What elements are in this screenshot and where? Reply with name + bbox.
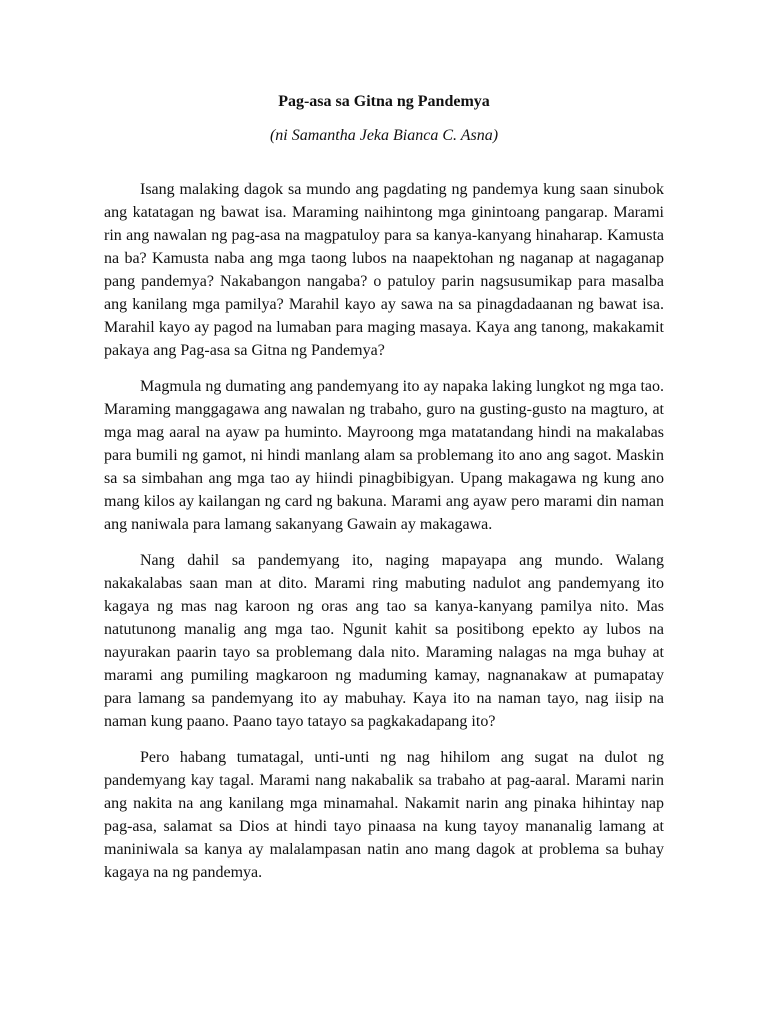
document-author: (ni Samantha Jeka Bianca C. Asna) — [269, 127, 499, 144]
paragraph-2: Magmula ng dumating ang pandemyang ito ay napaka laking lungkot ng mga tao. Maraming manggagawa ang nawalan ng trabaho, guro na gusting-gusto na magturo, at mga mag aaral na ayaw pa huminto. Mayroong mga matatandang hindi na makalabas para bumili ng gamot, ni hindi manlang alam sa problemang ito ano ang sagot. Maskin sa sa simbahan ang mga tao ay hiindi pinagbibigyan. Upang makagawa ng kung ano mang kilos ay kailangan ng card ng bakuna. Marami ang ayaw pero marami din naman ang naniwala para lamang sakanyang Gawain ay makagawa. — [104, 378, 664, 533]
document-title: Pag-asa sa Gitna ng Pandemya — [278, 93, 490, 110]
paragraph-3: Nang dahil sa pandemyang ito, naging mapayapa ang mundo. Walang nakakalabas saan man at dito. Marami ring mabuting nadulot ang pandemyang ito kagaya ng mas nag karoon ng oras ang tao sa kanya-kanyang pamilya nito. Mas natutunong manalig ang mga tao. Ngunit kahit sa positibong epekto ay lubos na nayurakan paarin tayo sa problemang dala nito. Maraming nalagas na mga buhay at marami ang pumiling magkaroon ng maduming kamay, nagnanakaw at pumapatay para lamang sa pandemyang ito ay mabuhay. Kaya ito na naman tayo, nag iisip na naman kung paano. Paano tayo tatayo sa pagkakadapang ito? — [104, 552, 664, 730]
paragraph-4: Pero habang tumatagal, unti-unti ng nag hihilom ang sugat na dulot ng pandemyang kay tagal. Marami nang nakabalik sa trabaho at pag-aaral. Marami narin ang nakita na ang kanilang mga minamahal. Nakamit narin ang pinaka hihintay nap pag-asa, salamat sa Dios at hindi tayo pinaasa na kung tayoy mananalig lamang at maniniwala sa kanya ay malalampasan natin ano mang dagok at problema sa buhay kagaya na ng pandemya. — [104, 749, 664, 881]
document-body — [104, 178, 664, 884]
paragraph-1: Isang malaking dagok sa mundo ang pagdating ng pandemya kung saan sinubok ang katatagan ng bawat isa. Maraming naihintong mga ginintoang pangarap. Marami rin ang nawalan ng pag-asa na magpatuloy para sa kanya-kanyang hinaharap. Kamusta na ba? Kamusta naba ang mga taong lubos na naapektohan ng naganap at nagaganap pang pandemya? Nakabangon nangaba? o patuloy parin nagsusumikap para masalba ang kanilang mga pamilya? Marahil kayo ay sawa na sa pinagdadaanan ng bawat isa. Marahil kayo ay pagod na lumaban para maging masaya. Kaya ang tanong, makakamit pakaya ang Pag-asa sa Gitna ng Pandemya? — [104, 181, 664, 359]
